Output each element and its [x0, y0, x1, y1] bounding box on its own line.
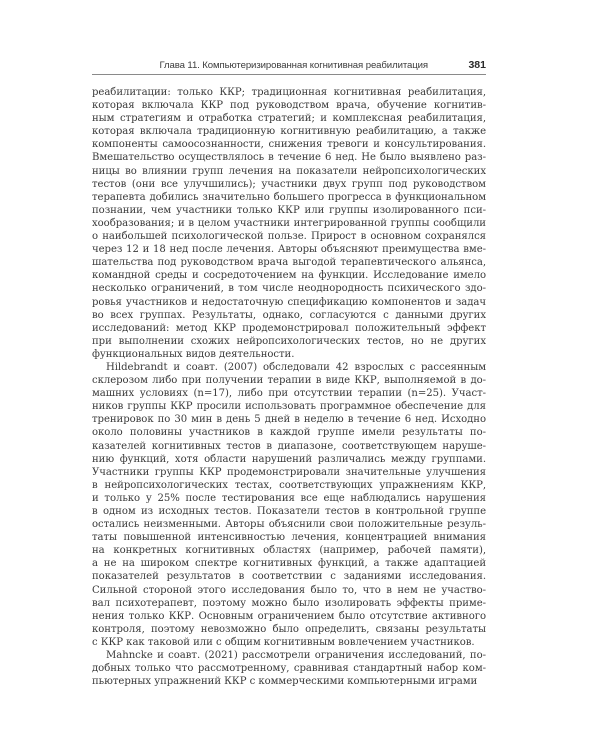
text-line: реабилитации: только ККР; традиционная когнитивная реабилитация, [92, 87, 486, 98]
running-head [92, 58, 486, 75]
body-text [92, 86, 486, 688]
text-line: Mahncke и соавт. (2021) рассмотрели ограничения исследований, по- [106, 650, 486, 662]
text-line: на конкретных когнитивных областях (например, рабочей памяти), [92, 545, 486, 557]
text-line: тренировок по 30 мин в день 5 дней в неделю в течение 6 нед. Исходно [92, 414, 486, 426]
paragraph [92, 361, 486, 649]
text-line: ников группы ККР просили использовать программное обеспечение для [92, 401, 486, 413]
text-line: казателей когнитивных тестов в диапазоне, соответствующем наруше- [92, 440, 486, 452]
text-line: Hildebrandt и соавт. (2007) обследовали 42 взрослых с рассеянным [106, 361, 486, 373]
text-line: несколько ограничений, в том числе неоднородность психического здо- [92, 283, 486, 295]
text-line: хообразования; и в целом участники интегрированной группы сообщили [92, 217, 486, 229]
text-line: ным стратегиям и отработка стратегий; и комплексная реабилитация, [92, 113, 486, 125]
text-line: которая включала традиционную когнитивную реабилитацию, а также [92, 126, 486, 138]
text-line: компоненты самоосознанности, снижения тревоги и консультирования. [92, 139, 486, 151]
text-line: исследований: метод ККР продемонстрировал положительный эффект [92, 322, 486, 334]
text-line: склерозом либо при получении терапии в виде ККР, выполняемой в до- [92, 375, 486, 387]
page-number: 381 [468, 59, 486, 71]
text-line: ровья участников и недостаточную спецификацию компонентов и задач [92, 296, 486, 308]
text-line: машних условиях (n=17), либо при отсутствии терапии (n=25). Участ- [92, 388, 486, 400]
text-line: Участники группы ККР продемонстрировали значительные улучшения [92, 466, 486, 478]
paragraph [92, 86, 486, 361]
text-line: остались неизменными. Авторы объяснили свои положительные резуль- [92, 519, 486, 531]
text-line: нию функций, хотя области нарушений различались между группами. [92, 453, 486, 465]
text-line: около половины участников в каждой группе имели результаты по- [92, 427, 486, 439]
text-line: вал психотерапевт, поэтому можно было изолировать эффекты приме- [92, 597, 486, 609]
text-line: Вмешательство осуществлялось в течение 6 нед. Не было выявлено раз- [92, 152, 486, 164]
text-line: добных только что рассмотренному, сравнивая стандартный набор ком- [92, 663, 486, 675]
chapter-title: Глава 11. Компьютеризированная когнитивная реабилитация [159, 60, 428, 71]
text-line: пьютерных упражнений ККР с коммерческими компьютерными играми [92, 676, 478, 688]
text-line: в одном из исходных тестов. Показатели тестов в контрольной группе [92, 506, 486, 517]
text-line: с ККР как таковой или с общим когнитивным вовлечением участников. [92, 636, 475, 648]
text-line: контроля, поэтому невозможно было определить, связаны результаты [92, 623, 486, 635]
text-line: таты повышенной интенсивностью лечения, концентрацией внимания [92, 532, 486, 544]
text-line: а не на широком спектре когнитивных функций, а также адаптацией [92, 558, 486, 570]
paragraph [92, 649, 486, 688]
text-line: познании, чем участники только ККР или группы изолированного пси- [92, 204, 486, 216]
text-line: терапевта добились значительно большего прогресса в функциональном [92, 191, 486, 203]
text-line: в нейропсихологических тестах, соответствующих упражнениям ККР, [92, 479, 486, 491]
text-line: во всех группах. Результаты, однако, согласуются с данными других [92, 309, 486, 321]
text-line: тестов (они все улучшились); участники двух групп под руководством [92, 178, 486, 190]
text-line: при выполнении схожих нейропсихологических тестов, но не других [92, 335, 486, 347]
text-line: нения только ККР. Основным ограничением было отсутствие активного [92, 610, 486, 622]
text-line: командной среды и сосредоточением на функции. Исследование имело [92, 270, 486, 282]
text-line: шательства под руководством врача выгодой терапевтического альянса, [92, 257, 486, 269]
text-line: функциональных видов деятельности. [92, 348, 295, 360]
text-line: показателей результатов в соответствии с заданиями исследования. [92, 571, 486, 583]
text-line: которая включала ККР под руководством врача, обучение когнитив- [92, 100, 486, 112]
text-line: ницы во влиянии групп лечения на показатели нейропсихологических [92, 165, 486, 177]
text-line: Сильной стороной этого исследования было то, что в нем не участво- [92, 584, 486, 596]
text-line: о наибольшей психологической пользе. Прирост в основном сохранялся [92, 231, 486, 243]
text-line: через 12 и 18 нед после лечения. Авторы объясняют преимущества вме- [92, 244, 486, 256]
text-line: и только у 25% после тестирования все еще наблюдались нарушения [92, 492, 486, 504]
